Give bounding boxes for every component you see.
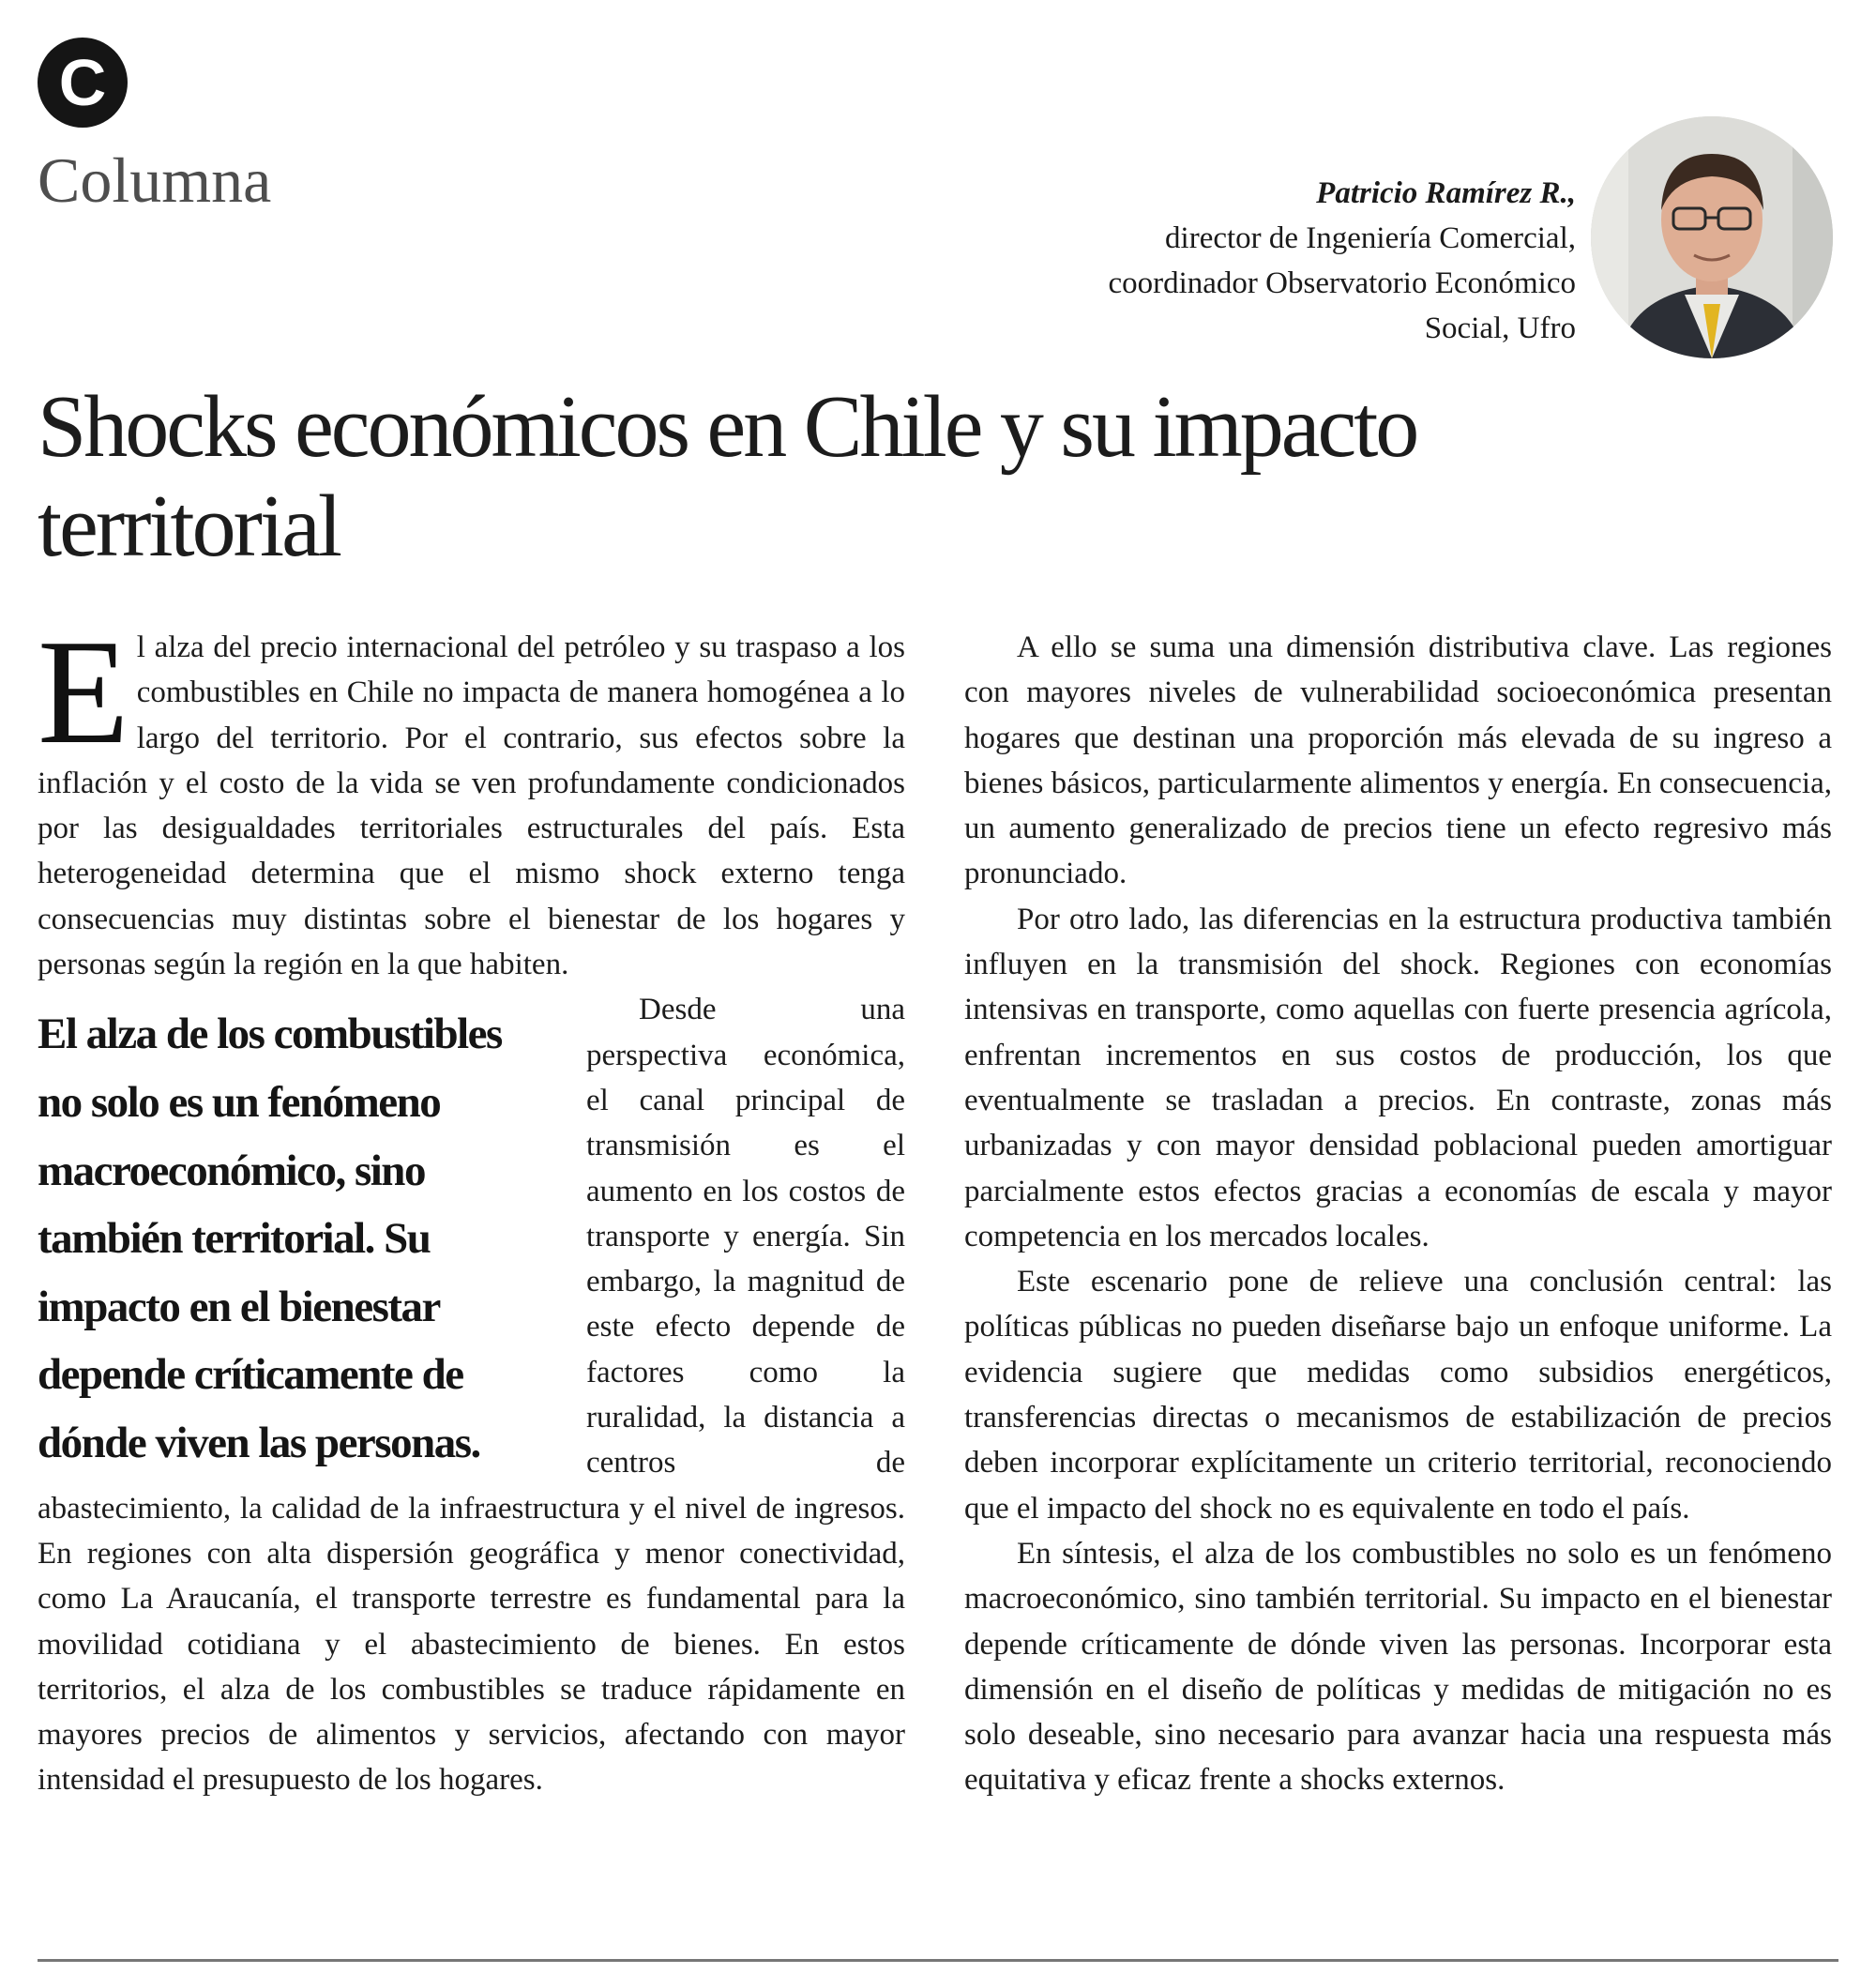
author-affiliation: coordinador Observatorio Económico [1108,266,1576,300]
byline [919,171,1576,351]
paragraph-5: Este escenario pone de relieve una conclusión central: las políticas públicas no pueden diseñarse bajo un enfoque uniforme. La evidencia sugiere que medidas como subsidios energéticos, transferencias directas o mecanismos de estabilización de precios deben incorporar explícitamente un criterio territorial, reconociendo que el impacto del shock no es equivalente en todo el país. [964,1265,1832,1526]
section-badge: C [38,38,128,128]
headline: Shocks económicos en Chile y su impacto territorial [38,378,1417,575]
pull-quote: El alza de los combustibles no solo es un fenómeno macroeconómico, sino también territorial. Su impacto en el bienestar depende críticamente de dónde viven las personas. [38,1010,502,1467]
author-role: director de Ingeniería Comercial, [1165,221,1576,255]
author-portrait-icon [1591,116,1833,358]
article-column-left [38,608,905,1803]
paragraph-2: Desde una perspectiva económica, el canal principal de transmisión es el aumento en los costos de transporte y energía. Sin embargo, la magnitud de este efecto depende de factores como la ruralidad, la distancia a centros de abastecimiento, la calidad de la infraestructura y el nivel de ingresos. En regiones con alta dispersión geográfica y menor conectividad, como La Araucanía, el transporte terrestre es fundamental para la movilidad cotidiana y el abastecimiento de bienes. En estos territorios, el alza de los combustibles se traduce rápidamente en mayores precios de alimentos y servicios, afectando con mayor intensidad el presupuesto de los hogares. [38,993,905,1798]
section-label: Columna [38,144,272,216]
author-photo [1591,116,1833,358]
author-affiliation-cont: Social, Ufro [1424,311,1576,345]
paragraph-1-text: l alza del precio internacional del petróleo y su traspaso a los combustibles en Chile no impacta de manera homogénea a lo largo del territorio. Por el contrario, sus efectos sobre la inflación y el costo de la vida se ven profundamente condicionados por las desigualdades territoriales estructurales del país. Esta heterogeneidad determina que el mismo shock externo tenga consecuencias muy distintas sobre el bienestar de los hogares y personas según la región en la que habiten. [38,630,905,982]
article-column-right [964,625,1832,1803]
author-name: Patricio Ramírez R., [1316,176,1576,210]
paragraph-1 [38,608,905,987]
bottom-rule [38,1959,1838,1962]
paragraph-6: En síntesis, el alza de los combustibles no solo es un fenómeno macroeconómico, sino también territorial. Su impacto en el bienestar depende críticamente de dónde viven las personas. Incorporar esta dimensión en el diseño de políticas y medidas de mitigación no es solo deseable, sino necesario para avanzar hacia una respuesta más equitativa y eficaz frente a shocks externos. [964,1536,1832,1798]
paragraph-4: Por otro lado, las diferencias en la estructura productiva también influyen en la transmisión del shock. Regiones con economías intensivas en transporte, como aquellas con fuerte presencia agrícola, enfrentan incrementos en sus costos de producción, los que eventualmente se trasladan a precios. En contraste, zonas más urbanizadas y con mayor densidad poblacional pueden amortiguar parcialmente estos efectos gracias a economías de escala y mayor competencia en los mercados locales. [964,902,1832,1253]
drop-cap: E [38,608,129,775]
paragraph-3: A ello se suma una dimensión distributiva clave. Las regiones con mayores niveles de vulnerabilidad socioeconómica presentan hogares que destinan una proporción más elevada de su ingreso a bienes básicos, particularmente alimentos y energía. En consecuencia, un aumento generalizado de precios tiene un efecto regresivo más pronunciado. [964,630,1832,891]
